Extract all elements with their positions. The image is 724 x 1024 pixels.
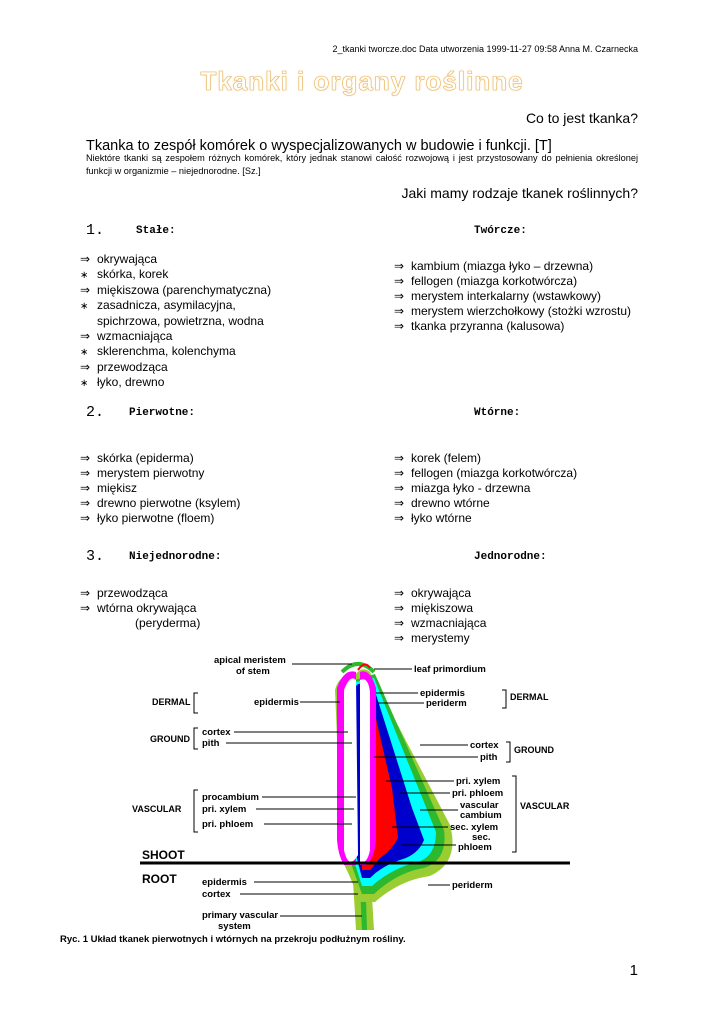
section-number: 3.	[86, 548, 105, 565]
list-item: ⇒ skórka (epiderma)	[80, 451, 194, 465]
fig-label: cortex	[202, 727, 231, 738]
list-item: ⇒ wzmacniająca	[394, 616, 487, 630]
fig-label: pith	[480, 752, 498, 763]
page-title: Tkanki i organy roślinne	[200, 66, 524, 96]
document-header: 2_tkanki tworcze.doc Data utworzenia 1999-11-27 09:58 Anna M. Czarnecka	[332, 44, 638, 54]
section-number: 2.	[86, 404, 105, 421]
fig-label: pri. phloem	[452, 788, 504, 799]
list-item: ⇒ okrywająca	[80, 252, 158, 266]
fig-group: VASCULAR	[520, 801, 570, 811]
fig-label: pri. xylem	[456, 776, 501, 787]
fig-label: epidermis	[420, 688, 465, 699]
list-item: ⇒ drewno wtórne	[394, 496, 490, 510]
list-item: ∗ sklerenchma, kolenchyma	[80, 344, 236, 358]
list-item: ⇒ korek (felem)	[394, 451, 482, 465]
shoot-label: SHOOT	[142, 848, 185, 862]
list-item: ∗ skórka, korek	[80, 267, 169, 281]
list-item: ⇒ merystem pierwotny	[80, 466, 205, 480]
tissue-subdefinition: Niektóre tkanki są zespołem różnych komórek, który jednak stanowi całość rozwojową i jest przystosowany do pełnienia określonej funkcji w organizmie – niejednorodne. [Sz.]	[86, 153, 638, 176]
fig-label: periderm	[452, 880, 493, 891]
list-item: ⇒ łyko wtórne	[394, 511, 472, 525]
list-item: ⇒ tkanka przyranna (kalusowa)	[394, 319, 565, 333]
list-item: ⇒ drewno pierwotne (ksylem)	[80, 496, 241, 510]
figure-caption: Ryc. 1 Układ tkanek pierwotnych i wtórnych na przekroju podłużnym rośliny.	[60, 934, 406, 945]
pith-shape	[360, 679, 370, 862]
list-item: spichrzowa, powietrzna, wodna	[97, 314, 264, 328]
list-item: ⇒ merystemy	[394, 631, 470, 645]
list-item: ⇒ miękiszowa	[394, 601, 474, 615]
list-item: ⇒ wzmacniająca	[80, 329, 173, 343]
fig-label: cortex	[202, 889, 231, 900]
fig-label: system	[218, 921, 251, 932]
right-groups	[510, 692, 570, 811]
fig-label: epidermis	[202, 877, 247, 888]
list-item: ⇒ miękisz	[80, 481, 138, 495]
niejednorodne-list	[80, 586, 200, 631]
fig-label: vascular	[460, 800, 499, 811]
list-item: ⇒ przewodząca	[80, 586, 168, 600]
fig-label: cortex	[470, 740, 499, 751]
list-item: ⇒ miazga łyko - drzewna	[394, 481, 531, 495]
section-right-heading: Twórcze:	[474, 225, 527, 237]
fig-group: VASCULAR	[132, 804, 182, 814]
fig-group: GROUND	[150, 734, 190, 744]
pith-shape	[344, 678, 358, 862]
section-right-heading: Wtórne:	[474, 407, 521, 419]
section-right-heading: Jednorodne:	[474, 551, 547, 563]
section-left-heading: Niejednorodne:	[129, 551, 222, 563]
fig-group: GROUND	[514, 745, 554, 755]
root-label: ROOT	[142, 872, 177, 886]
fig-label: cambium	[460, 810, 502, 821]
list-item: (peryderma)	[135, 616, 201, 630]
fig-group: DERMAL	[152, 697, 191, 707]
list-item: ⇒ przewodząca	[80, 360, 168, 374]
list-item: ∗ zasadnicza, asymilacyjna,	[80, 298, 236, 312]
list-item: ⇒ merystem interkalarny (wstawkowy)	[394, 289, 602, 303]
list-item: ⇒ łyko pierwotne (floem)	[80, 511, 215, 525]
plant-tissue-diagram	[130, 650, 580, 935]
fig-label: apical meristem	[214, 655, 286, 666]
fig-label: pith	[202, 738, 220, 749]
left-labels	[202, 655, 299, 932]
list-item: ⇒ merystem wierzchołkowy (stożki wzrostu)	[394, 304, 632, 318]
fig-label: leaf primordium	[414, 664, 486, 675]
list-item: ⇒ okrywająca	[394, 586, 472, 600]
list-item: ⇒ kambium (miazga łyko – drzewna)	[394, 259, 594, 273]
tworcze-list	[394, 259, 631, 334]
section-left-heading: Pierwotne:	[129, 407, 196, 419]
question-what-is-tissue: Co to jest tkanka?	[525, 110, 638, 126]
fig-label: phloem	[458, 842, 492, 853]
left-groups	[132, 697, 191, 814]
list-item: ⇒ wtórna okrywająca	[80, 601, 197, 615]
stale-list	[80, 252, 271, 391]
section-number: 1.	[86, 222, 105, 239]
fig-label: primary vascular	[202, 910, 279, 921]
tissue-definition: Tkanka to zespół komórek o wyspecjalizowanych w budowie i funkcji. [T]	[86, 138, 552, 154]
pierwotne-list	[80, 451, 240, 526]
fig-label: sec.	[472, 832, 491, 843]
list-item: ⇒ fellogen (miazga korkotwórcza)	[394, 274, 578, 288]
question-tissue-types: Jaki mamy rodzaje tkanek roślinnych?	[401, 185, 638, 201]
fig-label: periderm	[426, 698, 467, 709]
list-item: ⇒ fellogen (miazga korkotwórcza)	[394, 466, 578, 480]
fig-label: procambium	[202, 792, 260, 803]
list-item: ∗ łyko, drewno	[80, 375, 165, 389]
fig-label: sec. xylem	[450, 822, 499, 833]
fig-label: of stem	[236, 666, 270, 677]
fig-label: pri. phloem	[202, 819, 254, 830]
fig-label: pri. xylem	[202, 804, 247, 815]
page-number: 1	[629, 962, 638, 979]
wtorne-list	[394, 451, 577, 526]
list-item: ⇒ miękiszowa (parenchymatyczna)	[80, 283, 272, 297]
jednorodne-list	[394, 586, 486, 646]
section-left-heading: Stałe:	[136, 225, 176, 237]
fig-label: epidermis	[254, 697, 299, 708]
fig-group: DERMAL	[510, 692, 549, 702]
